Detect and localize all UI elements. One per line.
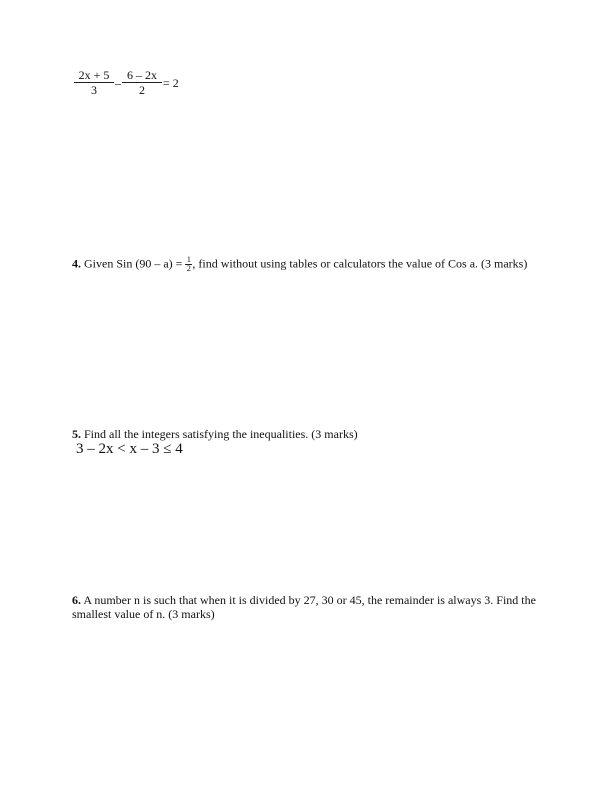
question-4-text-after: , find without using tables or calculators the value of Cos a. (3 marks) xyxy=(192,256,528,271)
question-4-text-before: Given Sin (90 – a) = xyxy=(81,256,186,271)
question-4-fraction-numerator: 1 xyxy=(186,255,191,264)
question-5-inequality: 3 – 2x < x – 3 ≤ 4 xyxy=(76,441,183,457)
question-5 xyxy=(72,427,552,441)
fraction-1 xyxy=(74,68,114,97)
fraction-1-numerator: 2x + 5 xyxy=(78,68,110,82)
equation-rhs: = 2 xyxy=(163,75,179,90)
question-4-number: 4. xyxy=(72,256,81,271)
fraction-2 xyxy=(122,68,162,97)
equation-block xyxy=(74,68,180,97)
fraction-1-denominator: 3 xyxy=(74,82,114,97)
question-6-text: A number n is such that when it is divided by 27, 30 or 45, the remainder is always 3. Find the smallest value of n. (3 marks) xyxy=(72,593,536,621)
question-6-number: 6. xyxy=(72,593,81,607)
question-6 xyxy=(72,593,544,621)
minus-sign: – xyxy=(115,75,121,90)
question-4-fraction-denominator: 2 xyxy=(186,264,191,273)
fraction-2-numerator: 6 – 2x xyxy=(127,68,157,82)
question-5-number: 5. xyxy=(72,427,81,441)
question-4 xyxy=(72,256,552,273)
question-5-text: Find all the integers satisfying the inequalities. (3 marks) xyxy=(81,427,358,441)
fraction-2-denominator: 2 xyxy=(122,82,162,97)
